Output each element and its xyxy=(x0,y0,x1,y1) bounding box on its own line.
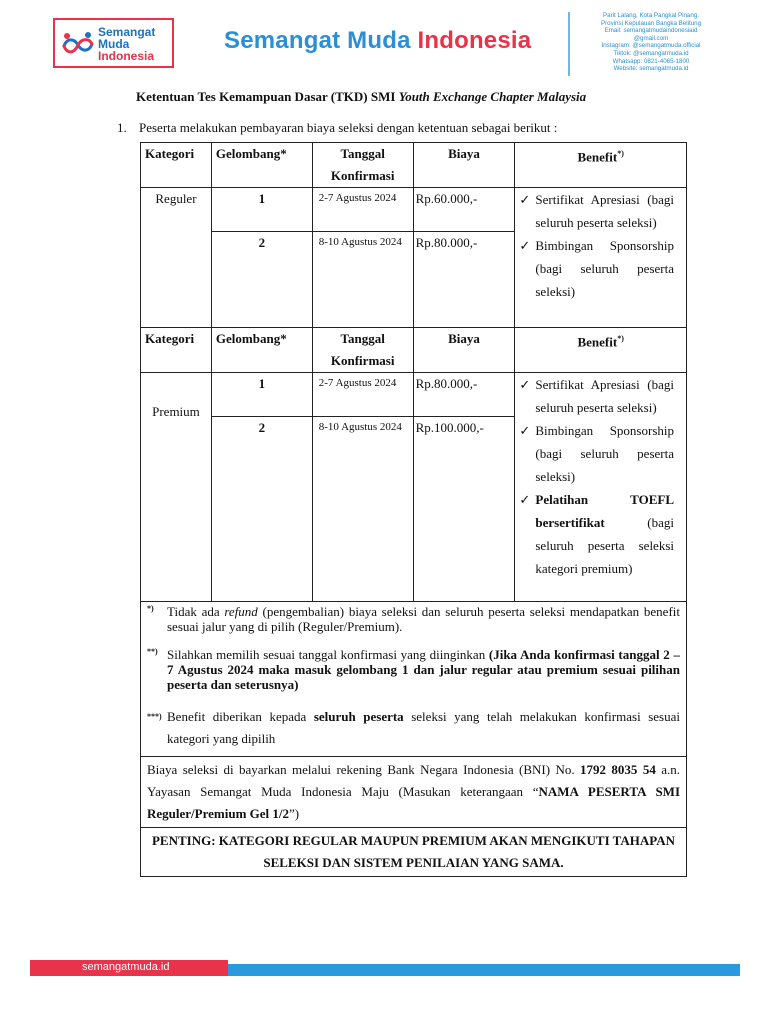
document-title-italic: Youth Exchange Chapter Malaysia xyxy=(398,89,587,104)
table-row xyxy=(141,373,687,417)
benefit-text: Bimbingan Sponsorship (bagi seluruh peserta seleksi) xyxy=(535,423,674,484)
payment-text: ”) xyxy=(289,806,300,821)
check-icon: ✓ xyxy=(519,423,531,438)
header-benefit-sup: *) xyxy=(617,334,624,343)
check-icon: ✓ xyxy=(519,377,531,392)
contact-line-6: Tiktok: @semangatmuda.id xyxy=(613,49,689,57)
note-text: Tidak ada xyxy=(167,604,225,619)
payment-row xyxy=(141,757,687,828)
note-marker: *) xyxy=(147,604,154,613)
note-text: (pengembalian) biaya seleksi dan seluruh peserta seleksi mendapatkan benefit sesuai jalur yang di pilih (Reguler/Premium). xyxy=(167,604,680,634)
table-header-row xyxy=(141,328,687,373)
wave-cell: 2 xyxy=(211,232,312,328)
check-icon: ✓ xyxy=(519,492,531,507)
date-cell: 2-7 Agustus 2024 xyxy=(312,188,413,232)
note-marker: **) xyxy=(147,647,158,656)
benefit-item xyxy=(519,234,674,303)
payment-cell xyxy=(141,757,687,828)
note-2 xyxy=(147,647,680,692)
logo-text xyxy=(98,26,155,62)
benefit-item xyxy=(519,373,674,419)
category-reguler: Reguler xyxy=(141,188,212,328)
benefit-item xyxy=(519,488,674,580)
header-benefit xyxy=(515,143,687,188)
fee-table xyxy=(140,142,687,877)
logo xyxy=(53,18,174,68)
logo-line-2: Muda xyxy=(98,37,130,51)
header-gelombang: Gelombang* xyxy=(211,143,312,188)
wave-cell: 1 xyxy=(211,373,312,417)
benefit-item xyxy=(519,188,674,234)
document-title-main: Ketentuan Tes Kemampuan Dasar (TKD) SMI xyxy=(136,89,399,104)
list-number: 1. xyxy=(117,120,127,135)
header-divider xyxy=(568,12,570,76)
header-benefit-label: Benefit xyxy=(577,149,618,165)
contact-line-8: Website: semangatmuda.id xyxy=(613,65,689,73)
list-item-text: Peserta melakukan pembayaran biaya seleksi dengan ketentuan sebagai berikut : xyxy=(139,120,558,135)
note-marker: ***) xyxy=(147,712,162,721)
benefit-rest: (bagi seluruh peserta seleksi kategori premium) xyxy=(535,515,674,576)
notes-cell xyxy=(141,602,687,757)
table-row xyxy=(141,188,687,232)
header-tanggal: Tanggal Konfirmasi xyxy=(312,328,413,373)
header-biaya: Biaya xyxy=(413,328,515,373)
price-cell: Rp.60.000,- xyxy=(413,188,515,232)
footer-website: semangatmuda.id xyxy=(82,961,170,973)
infinity-people-icon xyxy=(61,30,95,58)
logo-line-3: Indonesia xyxy=(98,49,155,63)
note-text: seleksi yang telah melakukan konfirmasi sesuai kategori yang dipilih xyxy=(167,709,680,746)
account-number: 1792 8035 54 xyxy=(580,762,656,777)
contact-line-4: @gmail.com xyxy=(633,34,669,42)
notes-row xyxy=(141,602,687,757)
payment-note-bold: NAMA PESERTA SMI Reguler/Premium Gel 1/2 xyxy=(147,784,680,821)
header-benefit-label: Benefit xyxy=(577,334,618,350)
price-cell: Rp.80.000,- xyxy=(413,232,515,328)
wave-cell: 2 xyxy=(211,417,312,602)
brand-title-part2: Indonesia xyxy=(417,27,532,54)
header-benefit xyxy=(515,328,687,373)
important-notice: PENTING: KATEGORI REGULAR MAUPUN PREMIUM AKAN MENGIKUTI TAHAPAN SELEKSI DAN SISTEM PENILAIAN YANG SAMA. xyxy=(141,828,687,877)
header-kategori: Kategori xyxy=(141,143,212,188)
document-title xyxy=(136,89,586,105)
contact-line-2: Provinsi Kepulauan Bangka Belitung xyxy=(600,19,702,27)
header-gelombang: Gelombang* xyxy=(211,328,312,373)
benefit-item xyxy=(519,419,674,488)
note-1 xyxy=(147,604,680,634)
benefit-cell-reguler xyxy=(515,188,687,328)
contact-line-3: Email: semangatmudaindonesiaid xyxy=(604,27,698,35)
benefit-bold: Pelatihan TOEFL bersertifikat xyxy=(535,492,674,530)
header-biaya: Biaya xyxy=(413,143,515,188)
brand-title-part1: Semangat Muda xyxy=(224,27,418,54)
header-tanggal: Tanggal Konfirmasi xyxy=(312,143,413,188)
important-row xyxy=(141,828,687,877)
wave-cell: 1 xyxy=(211,188,312,232)
date-cell: 8-10 Agustus 2024 xyxy=(312,232,413,328)
benefit-text: Sertifikat Apresiasi (bagi seluruh peserta seleksi) xyxy=(535,377,674,415)
footer-blue-bar xyxy=(228,964,740,976)
list-item-1 xyxy=(117,120,557,136)
contact-line-5: Instagram: @semangatmuda.official xyxy=(601,42,701,50)
header-benefit-sup: *) xyxy=(617,149,624,158)
note-text: Benefit diberikan kepada xyxy=(167,709,314,724)
category-premium: Premium xyxy=(141,373,212,602)
check-icon: ✓ xyxy=(519,238,531,253)
date-cell: 2-7 Agustus 2024 xyxy=(312,373,413,417)
table-header-row xyxy=(141,143,687,188)
footer-red-bar xyxy=(30,960,228,976)
note-italic: refund xyxy=(224,604,258,619)
price-cell: Rp.100.000,- xyxy=(413,417,515,602)
brand-title xyxy=(224,27,531,55)
logo-line-1: Semangat xyxy=(98,25,156,39)
date-cell: 8-10 Agustus 2024 xyxy=(312,417,413,602)
contact-info xyxy=(576,12,726,73)
price-cell: Rp.80.000,- xyxy=(413,373,515,417)
note-bold: (Jika Anda konfirmasi tanggal 2 – 7 Agustus 2024 maka masuk gelombang 1 dan jalur regular atau premium sesuai pilihan peserta dan seterusnya) xyxy=(167,647,680,692)
note-3 xyxy=(147,706,680,750)
note-bold: seluruh peserta xyxy=(313,709,404,724)
note-text: Silahkan memilih sesuai tanggal konfirmasi yang diinginkan xyxy=(167,647,489,662)
header-kategori: Kategori xyxy=(141,328,212,373)
benefit-text: Bimbingan Sponsorship (bagi seluruh peserta seleksi) xyxy=(535,238,674,299)
check-icon: ✓ xyxy=(519,192,531,207)
benefit-cell-premium xyxy=(515,373,687,602)
payment-text: a.n. Yayasan Semangat Muda Indonesia Maju (Masukan keterangaan “ xyxy=(147,762,680,799)
payment-text: Biaya seleksi di bayarkan melalui rekening Bank Negara Indonesia (BNI) No. xyxy=(147,762,581,777)
benefit-text xyxy=(535,488,674,580)
contact-line-7: Whatsapp: 0821-4065-1800 xyxy=(612,57,690,65)
contact-line-1: Parit Lalang, Kota Pangkal Pinang, xyxy=(603,12,699,19)
benefit-text: Sertifikat Apresiasi (bagi seluruh peserta seleksi) xyxy=(535,192,674,230)
